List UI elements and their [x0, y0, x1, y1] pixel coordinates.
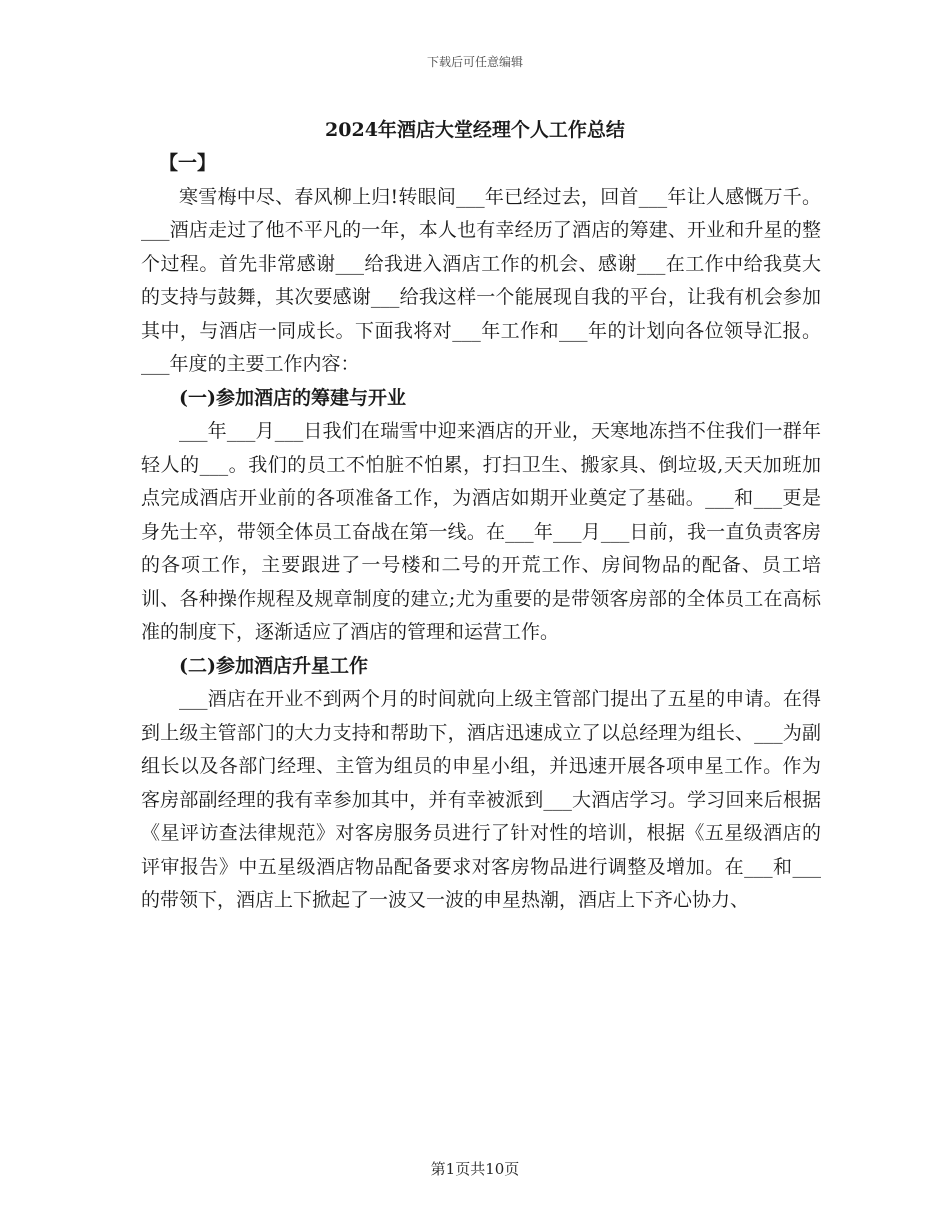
header-note: 下载后可任意编辑	[426, 55, 523, 69]
document-body	[141, 147, 821, 918]
document-title: 2024年酒店大堂经理个人工作总结	[325, 119, 625, 141]
section-body-1: ___年___月___日我们在瑞雪中迎来酒店的开业，天寒地冻挡不住我们一群年轻人的___。我们的员工不怕脏不怕累，打扫卫生、搬家具、倒垃圾,天天加班加点完成酒店开业前的各项准备工作，为酒店如期开业奠定了基础。___和___更是身先士卒，带领全体员工奋战在第一线。在___年___月___日前，我一直负责客房的各项工作，主要跟进了一号楼和二号的开荒工作、房间物品的配备、员工培训、各种操作规程及规章制度的建立;尤为重要的是带领客房部的全体员工在高标准的制度下，逐渐适应了酒店的管理和运营工作。	[141, 420, 821, 643]
page-footer: 第1页共10页	[430, 1160, 520, 1178]
section-mark: 【一】	[159, 152, 217, 174]
intro-paragraph: 寒雪梅中尽、春风柳上归!转眼间___年已经过去，回首___年让人感慨万千。___酒店走过了他不平凡的一年，本人也有幸经历了酒店的筹建、开业和升星的整个过程。首先非常感谢___给我进入酒店工作的机会、感谢___在工作中给我莫大的支持与鼓舞，其次要感谢___给我这样一个能展现自我的平台，让我有机会参加其中，与酒店一同成长。下面我将对___年工作和___年的计划向各位领导汇报。___年度的主要工作内容：	[141, 185, 821, 375]
section-heading-2: (二)参加酒店升星工作	[179, 654, 368, 677]
section-heading-1: (一)参加酒店的筹建与开业	[179, 386, 406, 409]
section-body-2: ___酒店在开业不到两个月的时间就向上级主管部门提出了五星的申请。在得到上级主管部门的大力支持和帮助下，酒店迅速成立了以总经理为组长、___为副组长以及各部门经理、主管为组员的申星小组，并迅速开展各项申星工作。作为客房部副经理的我有幸参加其中，并有幸被派到___大酒店学习。学习回来后根据《星评访查法律规范》对客房服务员进行了针对性的培训，根据《五星级酒店的评审报告》中五星级酒店物品配备要求对客房物品进行调整及增加。在___和___的带领下，酒店上下掀起了一波又一波的申星热潮，酒店上下齐心协力、	[141, 688, 821, 911]
